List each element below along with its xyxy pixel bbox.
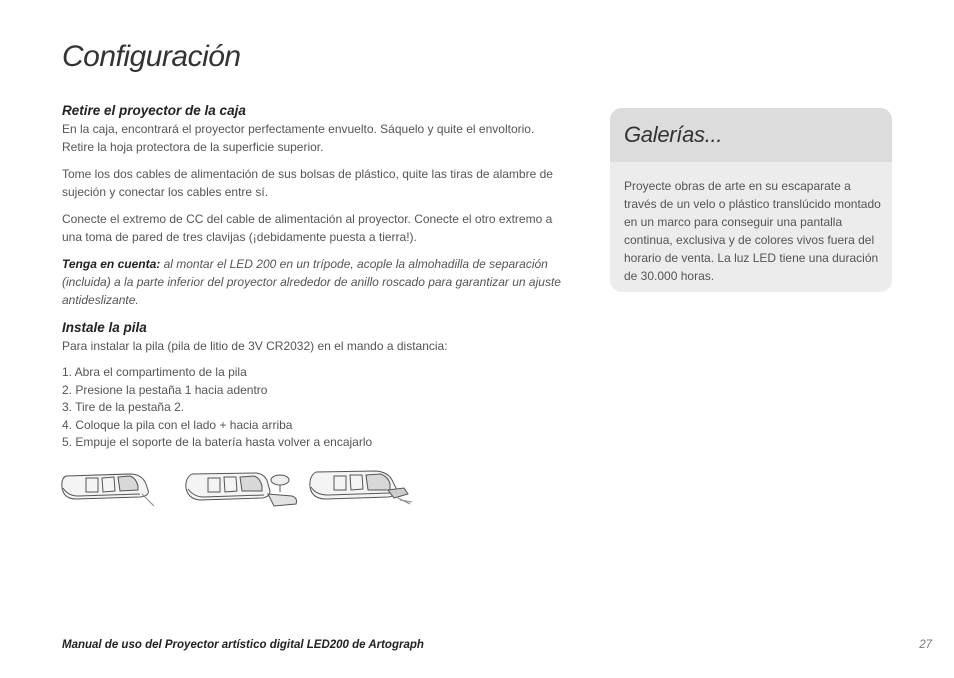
list-item: 4. Coloque la pila con el lado + hacia arriba <box>62 417 293 432</box>
galleries-title: Galerías... <box>624 122 723 147</box>
note-tripod <box>62 255 562 309</box>
list-item: 1. Abra el compartimento de la pila <box>62 365 247 379</box>
main-column <box>62 103 562 452</box>
battery-steps-list <box>62 364 562 452</box>
page-number: 27 <box>919 639 932 651</box>
paragraph-battery-intro: Para instalar la pila (pila de litio de 3V CR2032) en el mando a distancia: <box>62 339 448 353</box>
paragraph-power: Conecte el extremo de CC del cable de alimentación al proyector. Conecte el otro extremo a una toma de pared de tres clavijas (¡debidamente puesta a tierra!). <box>62 212 553 244</box>
paragraph-cables: Tome los dos cables de alimentación de sus bolsas de plástico, quite las tiras de alambre de sujeción y conectar los cables entre sí. <box>62 167 553 199</box>
footer-manual-title: Manual de uso del Proyector artístico digital LED200 de Artograph <box>62 639 424 651</box>
list-item: 5. Empuje el soporte de la batería hasta volver a encajarlo <box>62 435 373 449</box>
galleries-box-header <box>610 108 892 162</box>
remote-battery-open-icon <box>186 473 297 506</box>
list-item: 3. Tire de la pestaña 2. <box>62 400 185 414</box>
note-text: al montar el LED 200 en un trípode, acople la almohadilla de separación (incluida) a la parte inferior del proyector alrededor de anillo roscado para garantizar un ajuste antideslizante. <box>62 257 561 307</box>
galleries-text: Proyecte obras de arte en su escaparate a través de un velo o plástico translúcido montado en un marco para conseguir una pantalla continua, exclusiva y de colores vivos fuera del horario de venta. La luz LED tiene una duración de 30.000 horas. <box>624 179 881 283</box>
remote-illustrations <box>58 466 418 516</box>
note-label: Tenga en cuenta: <box>62 257 161 271</box>
remote-battery-tray-icon <box>310 471 412 504</box>
list-item: 2. Presione la pestaña 1 hacia adentro <box>62 382 268 397</box>
galleries-box <box>610 108 892 292</box>
page-title: Configuración <box>62 40 241 73</box>
section-heading-unpack: Retire el proyector de la caja <box>62 103 246 118</box>
section-battery <box>62 320 562 452</box>
paragraph-unpack: En la caja, encontrará el proyector perfectamente envuelto. Sáquelo y quite el envoltorio. Retire la hoja protectora de la superficie superior. <box>62 122 535 154</box>
remote-icon <box>62 474 154 506</box>
section-heading-battery: Instale la pila <box>62 320 147 335</box>
